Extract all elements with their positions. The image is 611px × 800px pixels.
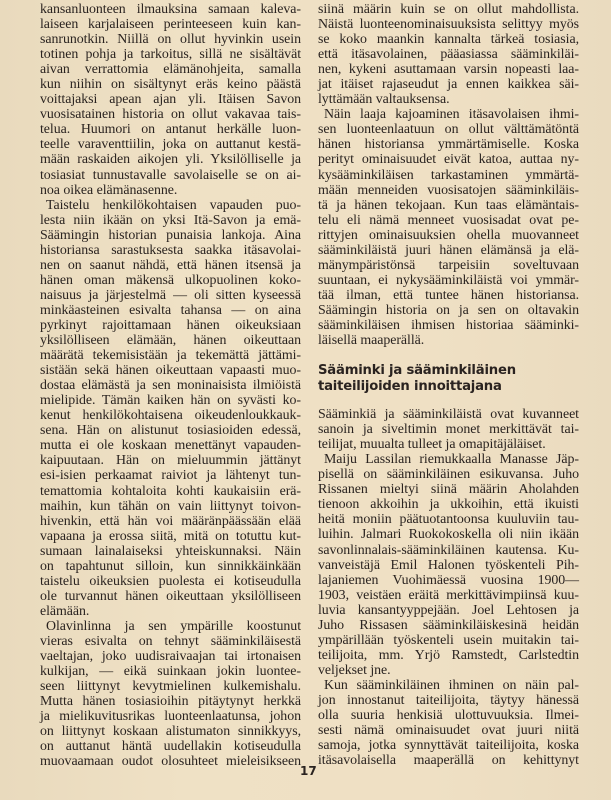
text-line: se koko maankin kannalta tärkeä tosiasia, (318, 32, 579, 48)
text-line: kulkijan, — eikä suinkaan jokin luontee- (40, 664, 301, 680)
text-line: Maiju Lassilan riemukkaalla Manasse Jäp- (324, 452, 579, 468)
paragraph (318, 452, 579, 678)
paragraph (318, 2, 579, 107)
text-line: kysääminkiläisen tarkastaminen ymmärtä- (318, 167, 579, 183)
text-line: kansanluonteen ilmauksina samaan kaleva- (40, 2, 301, 17)
text-line: suuntaan, ei nykysääminkiläistä voi ymmär- (318, 272, 579, 288)
text-line: sumaan lainalaiseksi yhteiskunnaksi. Näin (40, 543, 301, 559)
text-line: voittajaksi apean ajan yli. Itäisen Savon (40, 92, 301, 108)
text-line: hänen historiansa ymmärtämiselle. Koska (318, 137, 579, 153)
text-line: ole turvannut hänen oikeuttaan yksilölliseen (40, 588, 301, 604)
text-line: tosiasiat tunnustavalle savolaiselle se on ai- (40, 167, 301, 183)
text-line: laiseen karjalaiseen perinteeseen kuin kan- (40, 17, 301, 33)
text-line: sen luonteenlaatuun on ollut välttämätöntä (318, 122, 579, 138)
text-line: sistään sekä hänen oikeuttaan vapaasti muo- (40, 363, 301, 379)
text-line: sääminkiläisen ihmisen historiaa sääminki- (318, 317, 579, 333)
text-line: on liittynyt koskaan alistumaton sinnikkyys, (40, 724, 301, 740)
spacer (318, 395, 579, 407)
text-line: luihin. Jalmari Ruokokoskella oli niin ikään (318, 527, 579, 543)
paragraph (40, 2, 301, 198)
text-line: vieras esivalta on tehnyt sääminkiläisestä (40, 633, 301, 649)
section-heading-line: Sääminki ja sääminkiläinen (318, 363, 516, 379)
text-line: Kun sääminkiläinen ihminen on näin pal- (324, 677, 579, 693)
text-line: mänympäristönsä tarpeisiin soveltuvaan (318, 257, 579, 273)
text-line: mään menneiden vuosisatojen sääminkiläis- (318, 182, 579, 198)
text-line: maihin, kun tähän on vain liittynyt toivon- (40, 498, 301, 514)
text-line: perityt ominaisuudet eivät katoa, auttaa ny- (318, 152, 579, 168)
text-line: teelle varaventtiilin, joka on auttanut kestä- (40, 137, 301, 153)
text-line: kenut henkilökohtaisena oikeudenloukkauk- (40, 408, 301, 424)
text-line: että itäsavolainen, pääasiassa sääminkiläi- (318, 47, 579, 63)
text-line: läisellä maaperällä. (318, 333, 425, 349)
text-line: Sääminkiä ja sääminkiläistä ovat kuvanneet (318, 407, 579, 423)
spacer (318, 348, 579, 363)
text-line: hänen oman mäkensä ulkopuolinen koko- (40, 272, 301, 288)
text-line: teilijoita, mm. Yrjö Ramstedt, Carlstedtin (318, 647, 579, 663)
paragraph (318, 678, 579, 768)
text-line: sanoin ja siveltimin monet merkittävät tai- (318, 422, 579, 438)
text-line: tienoon akkoihin ja ukkoihin, että ikuisti (318, 497, 579, 513)
text-line: jat itäiset rajaseudut ja ennen kaikkea säi- (318, 77, 579, 93)
page-number: 17 (300, 764, 317, 778)
text-line: sena. Hän on alistunut tosiasioiden edessä, (40, 423, 301, 439)
text-line: vanveistäjä Emil Halonen työskenteli Pih- (318, 557, 579, 573)
text-line: temattomia kohtaloita kohti kaukaisiin erä- (40, 483, 301, 499)
text-line: dostaa elämästä ja sen moninaisista ilmiöistä (40, 378, 301, 394)
text-line: mutta ei ole koskaan menettänyt vapauden- (40, 438, 301, 454)
text-line: yksilölliseen elämään, hänen oikeuttaan (40, 333, 301, 349)
text-line: teilijat, muualta tulleet ja omapitäjäläiset. (318, 437, 546, 453)
text-line: siinä määrin kuin se on ollut mahdollista. (318, 2, 579, 17)
text-line: olla suuria henkisiä ulottuvuuksia. Ilmei- (318, 708, 579, 724)
text-line: veljekset jne. (318, 662, 391, 678)
text-line: vapaana ja erossa siitä, mitä on totuttu kut- (40, 528, 301, 544)
text-line: kun niihin on sisältynyt eräs keino päästä (40, 77, 301, 93)
text-line: määrätä tekemisistään ja tekemättä jättämi- (40, 348, 301, 364)
text-line: vaeltajan, joko uudisraivaajan tai irtonaisen (40, 649, 301, 665)
right-column (318, 2, 579, 768)
section-heading (318, 363, 579, 395)
text-line: jon innostanut taiteilijoita, täytyy hänessä (318, 692, 579, 708)
text-line: tää ilman, että tuntee hänen historiansa. (318, 287, 579, 303)
text-line: heitä moniin päätuotantoonsa kuuluviin tau- (318, 512, 579, 528)
paragraph (318, 107, 579, 348)
text-line: Rissanen mieltyi siinä määrin Aholahden (318, 482, 579, 498)
text-line: samoja, jotka synnyttävät taiteilijoita, koska (318, 738, 579, 754)
text-line: mään raskaiden aikojen yli. Yksilölliselle ja (40, 152, 301, 168)
text-line: Mutta hänen tosiasioihin pitäytynyt herkkä (40, 694, 301, 710)
text-line: nen, kykeni asuttamaan varsin nopeasti laa- (318, 62, 579, 78)
text-line: pyrkinyt rajoittamaan hänen oikeuksiaan (40, 317, 301, 333)
text-line: minkäasteinen esivalta tahansa — on aina (40, 302, 301, 318)
text-line: Juho Rissasen sääminkiläiskesinä heidän (318, 617, 579, 633)
text-line: telu eli nämä menneet vuosisadat ovat pe- (318, 212, 579, 228)
text-line: Näin laaja kajoaminen itäsavolaisen ihmi- (324, 107, 579, 123)
text-line: historiansa sarastuksesta saakka itäsavolai- (40, 242, 301, 258)
text-line: on auttanut häntä uudellakin kotiseudulla (40, 739, 301, 755)
text-line: Säämingin historia on ja sen on oltavakin (318, 302, 579, 318)
paragraph (318, 407, 579, 452)
text-line: sesti nämä ominaisuudet ovat juuri niitä (318, 723, 579, 739)
text-line: sääminkiläistä juuri hänen elämänsä ja elä- (318, 242, 579, 258)
section-heading-line: taiteilijoiden innoittajana (318, 379, 502, 395)
text-line: lyttämään valtauksensa. (318, 92, 450, 108)
text-line: elämään. (40, 603, 90, 619)
text-line: esi-isien perkaamat raiviot ja lähtenyt tun- (40, 468, 301, 484)
text-line: totinen pohja ja tarkoitus, sillä ne sisältävät (40, 47, 301, 63)
text-line: lesta niin ikään on yksi Itä-Savon ja emä- (40, 212, 301, 228)
text-line: noa oikea elämänasenne. (40, 182, 178, 198)
text-line: sanrunotkin. Niillä on ollut hyvinkin usein (40, 32, 301, 48)
text-line: Säämingin historian punaisia lankoja. Aina (40, 227, 301, 243)
text-line: tä ja hänen tekojaan. Kun taas elämäntais- (318, 197, 579, 213)
text-line: telua. Huumori on antanut herkälle luon- (40, 122, 301, 138)
text-line: pisellä on sääminkiläinen esikuvansa. Juho (318, 467, 579, 483)
text-line: ja mielikuvitusrikas luonteenlaatunsa, johon (40, 709, 301, 725)
text-line: vuosisatainen historia on ollut vakavaa tais- (40, 107, 301, 123)
left-column (40, 2, 301, 769)
text-line: seen liittynyt kevytmielinen kulkemishalu. (40, 679, 301, 695)
paragraph (40, 619, 301, 769)
text-line: luvia kansantyyppejään. Joel Lehtosen ja (318, 602, 579, 618)
text-line: muovaamaan oudot olosuhteet mieleisikseen (40, 754, 301, 770)
text-line: aivan verrattomia elämänohjeita, samalla (40, 62, 301, 78)
text-line: itäsavolaisella maaperällä on kehittynyt (318, 753, 579, 769)
text-line: Näistä luonteenominaisuuksista selittyy myös (318, 17, 579, 33)
text-line: 1903, veistäen eräitä merkittävimpiinsä kuu- (318, 587, 579, 603)
text-line: lajaniemen Vuohimäessä vuosina 1900— (318, 572, 579, 588)
text-line: Taistelu henkilökohtaisen vapauden puo- (46, 197, 301, 213)
text-line: savonlinnalais-sääminkiläinen kautensa. Ku- (318, 542, 579, 558)
text-line: hivenkin, että hän voi määränpäässään elää (40, 513, 301, 529)
text-line: mielipide. Tämän kaiken hän on syvästi ko- (40, 393, 301, 409)
text-line: kaipuutaan. Hän on mieluummin jättänyt (40, 453, 301, 469)
text-line: ympärillään työskenteli usein muitakin tai- (318, 632, 579, 648)
text-line: nen on saanut nähdä, että hänen itsensä ja (40, 257, 301, 273)
text-line: taistelu oikeuksien puolesta ei kotiseudulla (40, 573, 301, 589)
text-line: Olavinlinna ja sen ympärille koostunut (46, 618, 301, 634)
text-line: naisuus ja järjestelmä — oli sitten kyseessä (40, 287, 301, 303)
text-line: on tapahtunut silloin, kun sinnikkäinkään (40, 558, 301, 574)
paragraph (40, 198, 301, 619)
text-line: rittyjen ominaisuuksien ohella muovanneet (318, 227, 579, 243)
